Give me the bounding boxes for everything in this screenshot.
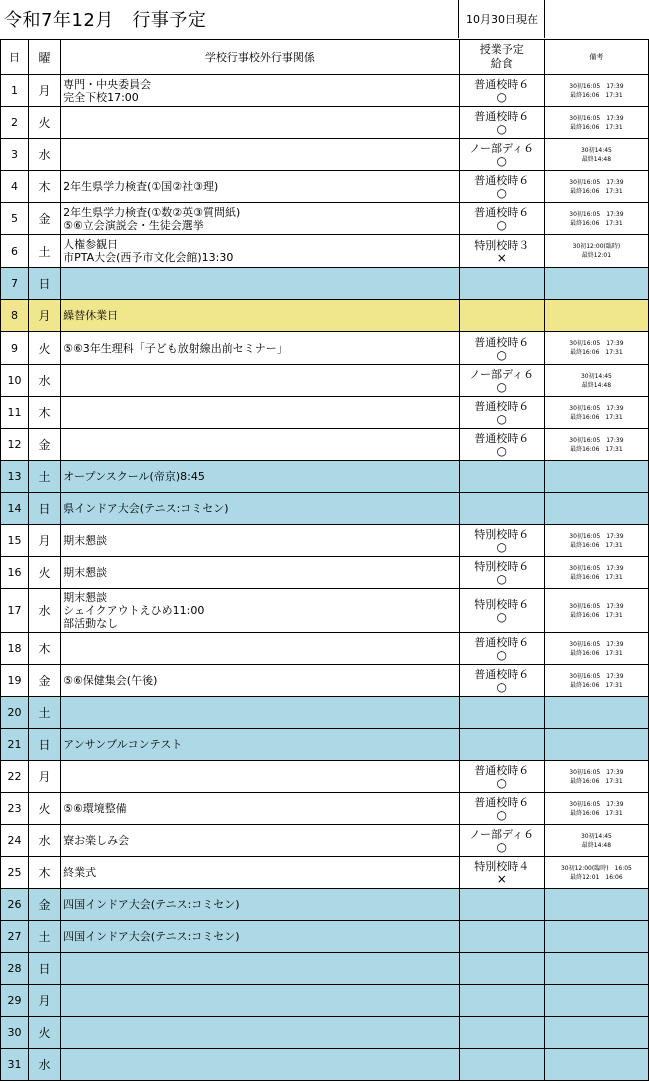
lunch-mark: ○ — [496, 154, 507, 168]
event-line: ⑤⑥立会演説会・生徒会選挙 — [63, 218, 204, 232]
table-row — [1, 729, 649, 761]
lunch-mark: ○ — [496, 347, 507, 362]
weekday-cell: 金 — [29, 665, 61, 697]
notes-cell — [544, 793, 648, 825]
table-row — [1, 889, 649, 921]
day-cell: 23 — [1, 793, 29, 825]
note-line: 30初16:05 17:39 — [569, 564, 624, 572]
classes-cell — [459, 525, 544, 557]
notes-cell — [544, 107, 648, 139]
events-cell — [61, 493, 460, 525]
notes-cell — [544, 889, 648, 921]
header-blank-cell — [544, 0, 649, 38]
notes-cell — [544, 139, 648, 171]
notes-cell — [544, 300, 648, 332]
lunch-mark: ○ — [496, 186, 507, 200]
table-row — [1, 461, 649, 493]
note-line: 最終16:06 17:31 — [570, 91, 623, 99]
notes-cell — [544, 75, 648, 107]
lunch-mark: ○ — [496, 380, 507, 394]
day-cell: 7 — [1, 268, 29, 300]
weekday-cell: 月 — [29, 985, 61, 1017]
classes-cell — [459, 365, 544, 397]
classes-cell — [459, 761, 544, 793]
notes-cell — [544, 171, 648, 203]
weekday-cell: 火 — [29, 1017, 61, 1049]
events-cell — [61, 397, 460, 429]
notes-cell — [544, 332, 648, 365]
day-cell: 31 — [1, 1049, 29, 1081]
class-schedule: ノー部ディ６ — [469, 142, 535, 155]
events-cell — [61, 268, 460, 300]
day-cell: 3 — [1, 139, 29, 171]
table-row — [1, 665, 649, 697]
events-cell — [61, 665, 460, 697]
notes-cell — [544, 397, 648, 429]
day-cell: 25 — [1, 857, 29, 889]
weekday-cell: 水 — [29, 1049, 61, 1081]
note-line: 最終16:06 17:31 — [570, 219, 623, 227]
header-classes-label: 授業予定 — [479, 43, 524, 56]
events-cell — [61, 235, 460, 268]
note-line: 最終16:06 17:31 — [570, 187, 623, 195]
table-row — [1, 332, 649, 365]
classes-cell — [459, 1049, 544, 1081]
note-line: 最終16:06 17:31 — [570, 681, 623, 689]
events-cell — [61, 107, 460, 139]
weekday-cell: 火 — [29, 107, 61, 139]
weekday-cell: 月 — [29, 761, 61, 793]
event-line: 県インドア大会(テニス:コミセン) — [63, 502, 229, 515]
events-cell — [61, 825, 460, 857]
events-cell — [61, 525, 460, 557]
event-line: 2年生県学力検査(①数②英③質問紙) — [63, 205, 241, 219]
day-cell: 10 — [1, 365, 29, 397]
day-cell: 8 — [1, 300, 29, 332]
classes-cell — [459, 921, 544, 953]
lunch-mark: ○ — [496, 808, 507, 822]
lunch-mark: ○ — [496, 776, 507, 790]
classes-cell — [459, 300, 544, 332]
day-cell: 19 — [1, 665, 29, 697]
lunch-mark: ○ — [496, 648, 507, 662]
notes-cell — [544, 985, 648, 1017]
class-schedule: ノー部ディ６ — [469, 828, 535, 841]
notes-cell — [544, 493, 648, 525]
note-line: 30初14:45 — [580, 372, 612, 380]
classes-cell — [459, 397, 544, 429]
table-row — [1, 525, 649, 557]
events-cell — [61, 953, 460, 985]
notes-cell — [544, 365, 648, 397]
day-cell: 5 — [1, 203, 29, 235]
header-classes — [459, 40, 544, 75]
note-line: 30初16:05 17:39 — [569, 800, 624, 808]
event-line: 終業式 — [63, 866, 97, 879]
class-schedule: 普通校時６ — [474, 110, 530, 123]
event-line: 部活動なし — [63, 617, 119, 630]
class-schedule: 普通校時６ — [474, 78, 530, 91]
day-cell: 9 — [1, 332, 29, 365]
events-cell — [61, 557, 460, 589]
note-line: 30初12:00(臨時) 16:05 — [560, 864, 632, 872]
table-row — [1, 793, 649, 825]
note-line: 最終12:01 16:06 — [570, 873, 623, 881]
day-cell: 14 — [1, 493, 29, 525]
classes-cell — [459, 493, 544, 525]
schedule-table — [0, 39, 649, 1081]
note-line: 最終16:06 17:31 — [570, 413, 623, 421]
weekday-cell: 木 — [29, 633, 61, 665]
event-line: 四国インドア大会(テニス:コミセン) — [63, 930, 240, 943]
weekday-cell: 日 — [29, 493, 61, 525]
table-row — [1, 953, 649, 985]
note-line: 最終16:06 17:31 — [570, 573, 623, 581]
header-day: 日 — [1, 40, 29, 75]
classes-cell — [459, 429, 544, 461]
notes-cell — [544, 461, 648, 493]
lunch-mark: ○ — [496, 610, 507, 624]
header-weekday: 曜 — [29, 40, 61, 75]
class-schedule: 普通校時６ — [474, 764, 530, 777]
event-line: 繰替休業日 — [63, 309, 119, 322]
weekday-cell: 木 — [29, 171, 61, 203]
table-row — [1, 268, 649, 300]
table-row — [1, 493, 649, 525]
table-row — [1, 1017, 649, 1049]
lunch-mark: × — [496, 872, 507, 886]
weekday-cell: 土 — [29, 697, 61, 729]
day-cell: 13 — [1, 461, 29, 493]
note-line: 最終14:48 — [581, 841, 612, 849]
day-cell: 4 — [1, 171, 29, 203]
as-of-date: 10月30日現在 — [458, 0, 545, 38]
class-schedule: 特別校時３ — [474, 238, 530, 252]
events-cell — [61, 921, 460, 953]
table-row — [1, 589, 649, 633]
notes-cell — [544, 525, 648, 557]
classes-cell — [459, 75, 544, 107]
class-schedule: 普通校時６ — [474, 400, 530, 413]
class-schedule: 普通校時６ — [474, 668, 530, 681]
table-row — [1, 171, 649, 203]
lunch-mark: ○ — [496, 122, 507, 136]
classes-cell — [459, 825, 544, 857]
day-cell: 24 — [1, 825, 29, 857]
classes-cell — [459, 589, 544, 633]
class-schedule: 普通校時６ — [474, 796, 530, 809]
events-cell — [61, 75, 460, 107]
classes-cell — [459, 793, 544, 825]
table-row — [1, 235, 649, 268]
note-line: 最終16:06 17:31 — [570, 349, 623, 356]
note-line: 30初16:05 17:39 — [569, 82, 624, 90]
day-cell: 12 — [1, 429, 29, 461]
table-row — [1, 825, 649, 857]
classes-cell — [459, 332, 544, 365]
table-row — [1, 857, 649, 889]
note-line: 最終12:01 — [581, 252, 612, 259]
notes-cell — [544, 235, 648, 268]
note-line: 最終16:06 17:31 — [570, 611, 623, 619]
class-schedule: 普通校時６ — [474, 636, 530, 649]
weekday-cell: 土 — [29, 235, 61, 268]
day-cell: 28 — [1, 953, 29, 985]
table-row — [1, 75, 649, 107]
events-cell — [61, 1049, 460, 1081]
weekday-cell: 火 — [29, 793, 61, 825]
classes-cell — [459, 557, 544, 589]
class-schedule: 普通校時６ — [474, 335, 530, 349]
lunch-mark: ○ — [496, 412, 507, 426]
note-line: 30初16:05 17:39 — [569, 178, 624, 186]
day-cell: 21 — [1, 729, 29, 761]
event-line: 完全下校17:00 — [63, 90, 139, 104]
table-row — [1, 1049, 649, 1081]
lunch-mark: × — [496, 250, 507, 265]
classes-cell — [459, 633, 544, 665]
note-line: 30初14:45 — [580, 832, 612, 840]
lunch-mark: ○ — [496, 572, 507, 586]
day-cell: 20 — [1, 697, 29, 729]
notes-cell — [544, 1049, 648, 1081]
events-cell — [61, 300, 460, 332]
day-cell: 16 — [1, 557, 29, 589]
notes-cell — [544, 557, 648, 589]
day-cell: 11 — [1, 397, 29, 429]
event-line: アンサンブルコンテスト — [63, 738, 183, 751]
event-line: 寮お楽しみ会 — [63, 834, 130, 847]
notes-cell — [544, 729, 648, 761]
weekday-cell: 水 — [29, 139, 61, 171]
notes-cell — [544, 953, 648, 985]
weekday-cell: 月 — [29, 75, 61, 107]
classes-cell — [459, 729, 544, 761]
notes-cell — [544, 1017, 648, 1049]
table-row — [1, 107, 649, 139]
classes-cell — [459, 268, 544, 300]
classes-cell — [459, 235, 544, 268]
note-line: 30初16:05 17:39 — [569, 436, 624, 444]
events-cell — [61, 761, 460, 793]
events-cell — [61, 633, 460, 665]
notes-cell — [544, 268, 648, 300]
class-schedule: 特別校時６ — [474, 560, 530, 573]
events-cell — [61, 729, 460, 761]
notes-cell — [544, 429, 648, 461]
class-schedule: 普通校時６ — [474, 206, 530, 219]
events-cell — [61, 857, 460, 889]
events-cell — [61, 697, 460, 729]
note-line: 30初16:05 17:39 — [569, 768, 624, 776]
weekday-cell: 土 — [29, 921, 61, 953]
events-cell — [61, 203, 460, 235]
note-line: 最終16:06 17:31 — [570, 649, 623, 657]
event-line: 2年生県学力検査(①国②社③理) — [63, 180, 219, 193]
class-schedule: ノー部ディ６ — [469, 368, 535, 381]
lunch-mark: ○ — [496, 680, 507, 694]
weekday-cell: 土 — [29, 461, 61, 493]
note-line: 最終16:06 17:31 — [570, 541, 623, 549]
weekday-cell: 水 — [29, 589, 61, 633]
table-row — [1, 761, 649, 793]
class-schedule: 普通校時６ — [474, 174, 530, 187]
weekday-cell: 日 — [29, 268, 61, 300]
classes-cell — [459, 461, 544, 493]
classes-cell — [459, 1017, 544, 1049]
classes-cell — [459, 857, 544, 889]
day-cell: 29 — [1, 985, 29, 1017]
classes-cell — [459, 985, 544, 1017]
schedule-body — [1, 75, 649, 1081]
note-line: 最終14:48 — [581, 381, 612, 389]
events-cell — [61, 1017, 460, 1049]
weekday-cell: 水 — [29, 825, 61, 857]
event-line: シェイクアウトえひめ11:00 — [63, 604, 205, 617]
table-row — [1, 429, 649, 461]
notes-cell — [544, 697, 648, 729]
day-cell: 30 — [1, 1017, 29, 1049]
classes-cell — [459, 203, 544, 235]
classes-cell — [459, 953, 544, 985]
note-line: 最終16:06 17:31 — [570, 445, 623, 453]
lunch-mark: ○ — [496, 218, 507, 232]
note-line: 最終16:06 17:31 — [570, 123, 623, 131]
note-line: 30初16:05 17:39 — [569, 114, 624, 122]
event-line: ⑤⑥3年生理科「子ども放射線出前セミナー」 — [63, 341, 288, 355]
weekday-cell: 月 — [29, 300, 61, 332]
note-line: 30初16:05 17:39 — [569, 210, 624, 218]
events-cell — [61, 332, 460, 365]
header-notes: 備考 — [544, 40, 648, 75]
class-schedule: 特別校時６ — [474, 598, 530, 611]
events-cell — [61, 429, 460, 461]
sheet-header — [0, 0, 649, 40]
day-cell: 26 — [1, 889, 29, 921]
event-line: 専門・中央委員会 — [63, 77, 152, 91]
event-line: 四国インドア大会(テニス:コミセン) — [63, 898, 240, 911]
weekday-cell: 日 — [29, 953, 61, 985]
header-events: 学校行事校外行事関係 — [61, 40, 460, 75]
classes-cell — [459, 171, 544, 203]
classes-cell — [459, 107, 544, 139]
class-schedule: 特別校時４ — [474, 860, 530, 873]
classes-cell — [459, 139, 544, 171]
lunch-mark: ○ — [496, 90, 507, 104]
event-line: ⑤⑥保健集会(午後) — [63, 674, 158, 687]
notes-cell — [544, 633, 648, 665]
table-row — [1, 365, 649, 397]
events-cell — [61, 589, 460, 633]
lunch-mark: ○ — [496, 444, 507, 458]
table-row — [1, 557, 649, 589]
day-cell: 2 — [1, 107, 29, 139]
note-line: 30初16:05 17:39 — [569, 640, 624, 648]
note-line: 最終14:48 — [581, 155, 612, 163]
table-header-row — [1, 40, 649, 75]
table-row — [1, 633, 649, 665]
day-cell: 22 — [1, 761, 29, 793]
events-cell — [61, 461, 460, 493]
note-line: 最終16:06 17:31 — [570, 777, 623, 785]
header-lunch-label: 給食 — [490, 57, 513, 70]
table-row — [1, 697, 649, 729]
day-cell: 15 — [1, 525, 29, 557]
weekday-cell: 火 — [29, 557, 61, 589]
note-line: 30初16:05 17:39 — [569, 602, 624, 610]
events-cell — [61, 889, 460, 921]
events-cell — [61, 365, 460, 397]
event-line: 市PTA大会(西予市文化会館)13:30 — [63, 251, 234, 264]
classes-cell — [459, 697, 544, 729]
classes-cell — [459, 665, 544, 697]
weekday-cell: 金 — [29, 203, 61, 235]
note-line: 30初16:05 17:39 — [569, 532, 624, 540]
notes-cell — [544, 203, 648, 235]
notes-cell — [544, 921, 648, 953]
weekday-cell: 金 — [29, 889, 61, 921]
notes-cell — [544, 665, 648, 697]
event-line: 期末懇談 — [63, 534, 108, 547]
day-cell: 6 — [1, 235, 29, 268]
event-line: ⑤⑥環境整備 — [63, 802, 127, 815]
weekday-cell: 月 — [29, 525, 61, 557]
note-line: 30初16:05 17:39 — [569, 340, 624, 347]
table-row — [1, 985, 649, 1017]
notes-cell — [544, 589, 648, 633]
table-row — [1, 921, 649, 953]
notes-cell — [544, 825, 648, 857]
weekday-cell: 水 — [29, 365, 61, 397]
events-cell — [61, 985, 460, 1017]
table-row — [1, 139, 649, 171]
table-row — [1, 397, 649, 429]
lunch-mark: ○ — [496, 540, 507, 554]
day-cell: 17 — [1, 589, 29, 633]
class-schedule: 普通校時６ — [474, 432, 530, 445]
classes-cell — [459, 889, 544, 921]
table-row — [1, 300, 649, 332]
page-title: 令和7年12月 行事予定 — [4, 10, 207, 31]
event-line: オープンスクール(帝京)8:45 — [63, 470, 205, 483]
day-cell: 27 — [1, 921, 29, 953]
weekday-cell: 火 — [29, 332, 61, 365]
weekday-cell: 日 — [29, 729, 61, 761]
lunch-mark: ○ — [496, 840, 507, 854]
events-cell — [61, 139, 460, 171]
class-schedule: 特別校時６ — [474, 528, 530, 541]
events-cell — [61, 793, 460, 825]
event-line: 期末懇談 — [63, 591, 108, 604]
note-line: 最終16:06 17:31 — [570, 809, 623, 817]
notes-cell — [544, 857, 648, 889]
day-cell: 18 — [1, 633, 29, 665]
weekday-cell: 金 — [29, 429, 61, 461]
note-line: 30初16:05 17:39 — [569, 672, 624, 680]
note-line: 30初16:05 17:39 — [569, 404, 624, 412]
event-line: 期末懇談 — [63, 566, 108, 579]
events-cell — [61, 171, 460, 203]
note-line: 30初14:45 — [580, 146, 612, 154]
weekday-cell: 木 — [29, 857, 61, 889]
table-row — [1, 203, 649, 235]
weekday-cell: 木 — [29, 397, 61, 429]
note-line: 30初12:00(臨時) — [572, 243, 621, 250]
event-line: 人権参観日 — [63, 238, 119, 251]
day-cell: 1 — [1, 75, 29, 107]
notes-cell — [544, 761, 648, 793]
